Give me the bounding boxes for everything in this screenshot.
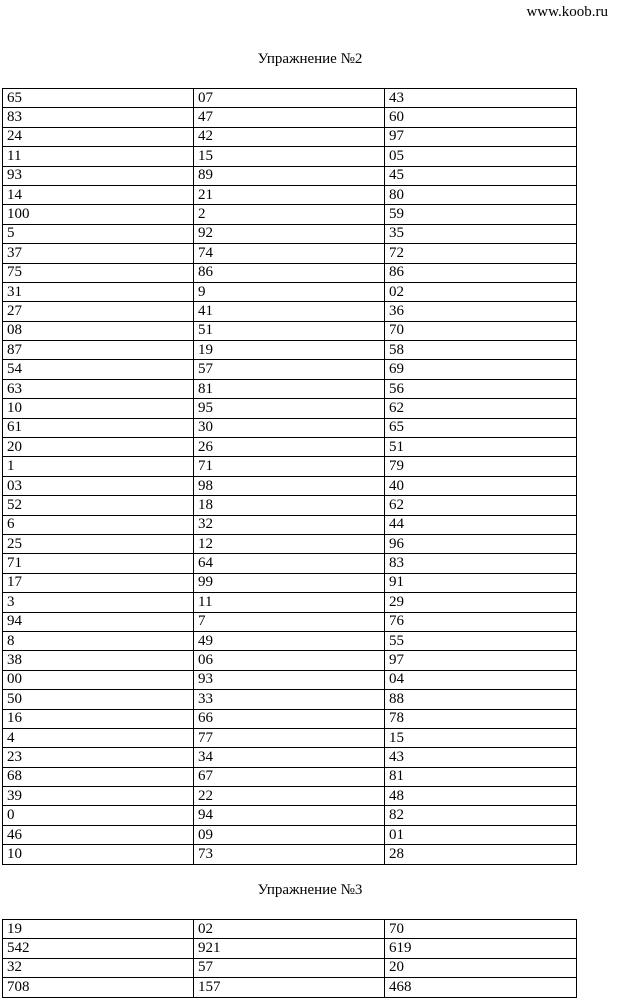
table-cell: 87 <box>3 341 194 360</box>
table-cell: 19 <box>194 341 385 360</box>
table-row <box>3 554 577 573</box>
table-cell: 02 <box>194 920 385 939</box>
table-cell: 31 <box>3 282 194 301</box>
table-cell: 82 <box>385 806 577 825</box>
table-cell: 48 <box>385 787 577 806</box>
table-row <box>3 534 577 553</box>
table-cell: 94 <box>3 612 194 631</box>
table-row <box>3 593 577 612</box>
table-cell: 65 <box>385 418 577 437</box>
table-cell: 15 <box>194 147 385 166</box>
table-cell: 57 <box>194 360 385 379</box>
table-cell: 07 <box>194 89 385 108</box>
table-row <box>3 631 577 650</box>
table-row <box>3 341 577 360</box>
table-cell: 100 <box>3 205 194 224</box>
table-cell: 41 <box>194 302 385 321</box>
table-cell: 24 <box>3 127 194 146</box>
table-row <box>3 767 577 786</box>
table-cell: 33 <box>194 690 385 709</box>
table-cell: 52 <box>3 496 194 515</box>
table-cell: 62 <box>385 399 577 418</box>
table-cell: 71 <box>194 457 385 476</box>
table-cell: 75 <box>3 263 194 282</box>
table-cell: 46 <box>3 825 194 844</box>
table-cell: 76 <box>385 612 577 631</box>
table-cell: 27 <box>3 302 194 321</box>
table-cell: 81 <box>385 767 577 786</box>
table-cell: 20 <box>385 958 577 977</box>
table-row <box>3 515 577 534</box>
table-cell: 68 <box>3 767 194 786</box>
exercise-2-title: Упражнение №2 <box>257 51 363 67</box>
table-cell: 5 <box>3 224 194 243</box>
table-cell: 10 <box>3 845 194 864</box>
table-cell: 80 <box>385 185 577 204</box>
table-cell: 9 <box>194 282 385 301</box>
table-cell: 26 <box>194 438 385 457</box>
table-cell: 88 <box>385 690 577 709</box>
table-cell: 20 <box>3 438 194 457</box>
table-row <box>3 379 577 398</box>
table-cell: 16 <box>3 709 194 728</box>
table-cell: 95 <box>194 399 385 418</box>
table-row <box>3 845 577 864</box>
table-row <box>3 978 577 997</box>
table-row <box>3 438 577 457</box>
table-cell: 40 <box>385 476 577 495</box>
table-cell: 72 <box>385 244 577 263</box>
table-cell: 38 <box>3 651 194 670</box>
table-cell: 57 <box>194 958 385 977</box>
table-cell: 67 <box>194 767 385 786</box>
table-row <box>3 476 577 495</box>
table-cell: 10 <box>3 399 194 418</box>
table-row <box>3 573 577 592</box>
table-cell: 15 <box>385 728 577 747</box>
table-cell: 94 <box>194 806 385 825</box>
table-cell: 23 <box>3 748 194 767</box>
table-cell: 55 <box>385 631 577 650</box>
table-cell: 19 <box>3 920 194 939</box>
table-cell: 04 <box>385 670 577 689</box>
table-row <box>3 690 577 709</box>
table-cell: 468 <box>385 978 577 997</box>
table-cell: 79 <box>385 457 577 476</box>
table-row <box>3 399 577 418</box>
table-cell: 63 <box>3 379 194 398</box>
table-cell: 1 <box>3 457 194 476</box>
table-cell: 97 <box>385 651 577 670</box>
table-row <box>3 939 577 958</box>
table-cell: 73 <box>194 845 385 864</box>
table-cell: 51 <box>385 438 577 457</box>
table-cell: 03 <box>3 476 194 495</box>
table-cell: 09 <box>194 825 385 844</box>
table-cell: 2 <box>194 205 385 224</box>
exercise-2-table <box>2 88 577 865</box>
table-cell: 49 <box>194 631 385 650</box>
table-cell: 83 <box>3 108 194 127</box>
table-cell: 32 <box>3 958 194 977</box>
table-cell: 54 <box>3 360 194 379</box>
table-cell: 37 <box>3 244 194 263</box>
table-cell: 06 <box>194 651 385 670</box>
table-cell: 11 <box>194 593 385 612</box>
table-row <box>3 127 577 146</box>
table-cell: 78 <box>385 709 577 728</box>
table-cell: 45 <box>385 166 577 185</box>
table-cell: 619 <box>385 939 577 958</box>
table-cell: 69 <box>385 360 577 379</box>
table-row <box>3 282 577 301</box>
table-cell: 35 <box>385 224 577 243</box>
exercise-3-title: Упражнение №3 <box>257 882 363 898</box>
table-cell: 542 <box>3 939 194 958</box>
table-row <box>3 244 577 263</box>
table-cell: 7 <box>194 612 385 631</box>
table-row <box>3 418 577 437</box>
table-row <box>3 958 577 977</box>
table-cell: 18 <box>194 496 385 515</box>
table-cell: 74 <box>194 244 385 263</box>
table-cell: 29 <box>385 593 577 612</box>
table-cell: 60 <box>385 108 577 127</box>
table-cell: 93 <box>194 670 385 689</box>
table-cell: 59 <box>385 205 577 224</box>
table-cell: 92 <box>194 224 385 243</box>
table-row <box>3 787 577 806</box>
table-cell: 81 <box>194 379 385 398</box>
table-cell: 83 <box>385 554 577 573</box>
table-row <box>3 108 577 127</box>
table-row <box>3 89 577 108</box>
table-cell: 70 <box>385 920 577 939</box>
table-cell: 93 <box>3 166 194 185</box>
table-cell: 62 <box>385 496 577 515</box>
table-cell: 28 <box>385 845 577 864</box>
site-url: www.koob.ru <box>526 4 608 20</box>
table-row <box>3 496 577 515</box>
table-cell: 34 <box>194 748 385 767</box>
table-cell: 58 <box>385 341 577 360</box>
table-row <box>3 651 577 670</box>
table-cell: 91 <box>385 573 577 592</box>
table-row <box>3 147 577 166</box>
table-cell: 70 <box>385 321 577 340</box>
table-cell: 77 <box>194 728 385 747</box>
table-row <box>3 205 577 224</box>
table-row <box>3 360 577 379</box>
table-row <box>3 748 577 767</box>
table-cell: 64 <box>194 554 385 573</box>
table-cell: 89 <box>194 166 385 185</box>
table-row <box>3 612 577 631</box>
table-cell: 08 <box>3 321 194 340</box>
exercise-3-table <box>2 919 577 998</box>
table-cell: 21 <box>194 185 385 204</box>
table-cell: 921 <box>194 939 385 958</box>
table-cell: 43 <box>385 89 577 108</box>
table-cell: 43 <box>385 748 577 767</box>
table-cell: 12 <box>194 534 385 553</box>
table-cell: 6 <box>3 515 194 534</box>
table-cell: 56 <box>385 379 577 398</box>
table-cell: 157 <box>194 978 385 997</box>
table-cell: 11 <box>3 147 194 166</box>
table-row <box>3 185 577 204</box>
table-cell: 66 <box>194 709 385 728</box>
table-cell: 02 <box>385 282 577 301</box>
table-cell: 00 <box>3 670 194 689</box>
table-cell: 14 <box>3 185 194 204</box>
table-row <box>3 670 577 689</box>
table-cell: 51 <box>194 321 385 340</box>
table-cell: 8 <box>3 631 194 650</box>
table-cell: 30 <box>194 418 385 437</box>
table-row <box>3 709 577 728</box>
table-cell: 22 <box>194 787 385 806</box>
table-cell: 32 <box>194 515 385 534</box>
table-cell: 86 <box>385 263 577 282</box>
table-cell: 36 <box>385 302 577 321</box>
table-cell: 50 <box>3 690 194 709</box>
table-row <box>3 457 577 476</box>
table-cell: 98 <box>194 476 385 495</box>
table-row <box>3 321 577 340</box>
table-row <box>3 263 577 282</box>
table-cell: 96 <box>385 534 577 553</box>
table-cell: 97 <box>385 127 577 146</box>
table-row <box>3 224 577 243</box>
table-cell: 708 <box>3 978 194 997</box>
table-row <box>3 825 577 844</box>
table-cell: 25 <box>3 534 194 553</box>
table-cell: 99 <box>194 573 385 592</box>
table-row <box>3 728 577 747</box>
table-cell: 01 <box>385 825 577 844</box>
table-cell: 05 <box>385 147 577 166</box>
table-row <box>3 302 577 321</box>
table-cell: 61 <box>3 418 194 437</box>
table-cell: 4 <box>3 728 194 747</box>
table-cell: 3 <box>3 593 194 612</box>
table-cell: 0 <box>3 806 194 825</box>
table-cell: 44 <box>385 515 577 534</box>
table-cell: 65 <box>3 89 194 108</box>
table-cell: 47 <box>194 108 385 127</box>
table-cell: 17 <box>3 573 194 592</box>
table-row <box>3 166 577 185</box>
table-cell: 71 <box>3 554 194 573</box>
table-row <box>3 806 577 825</box>
table-cell: 86 <box>194 263 385 282</box>
table-cell: 39 <box>3 787 194 806</box>
table-cell: 42 <box>194 127 385 146</box>
table-row <box>3 920 577 939</box>
